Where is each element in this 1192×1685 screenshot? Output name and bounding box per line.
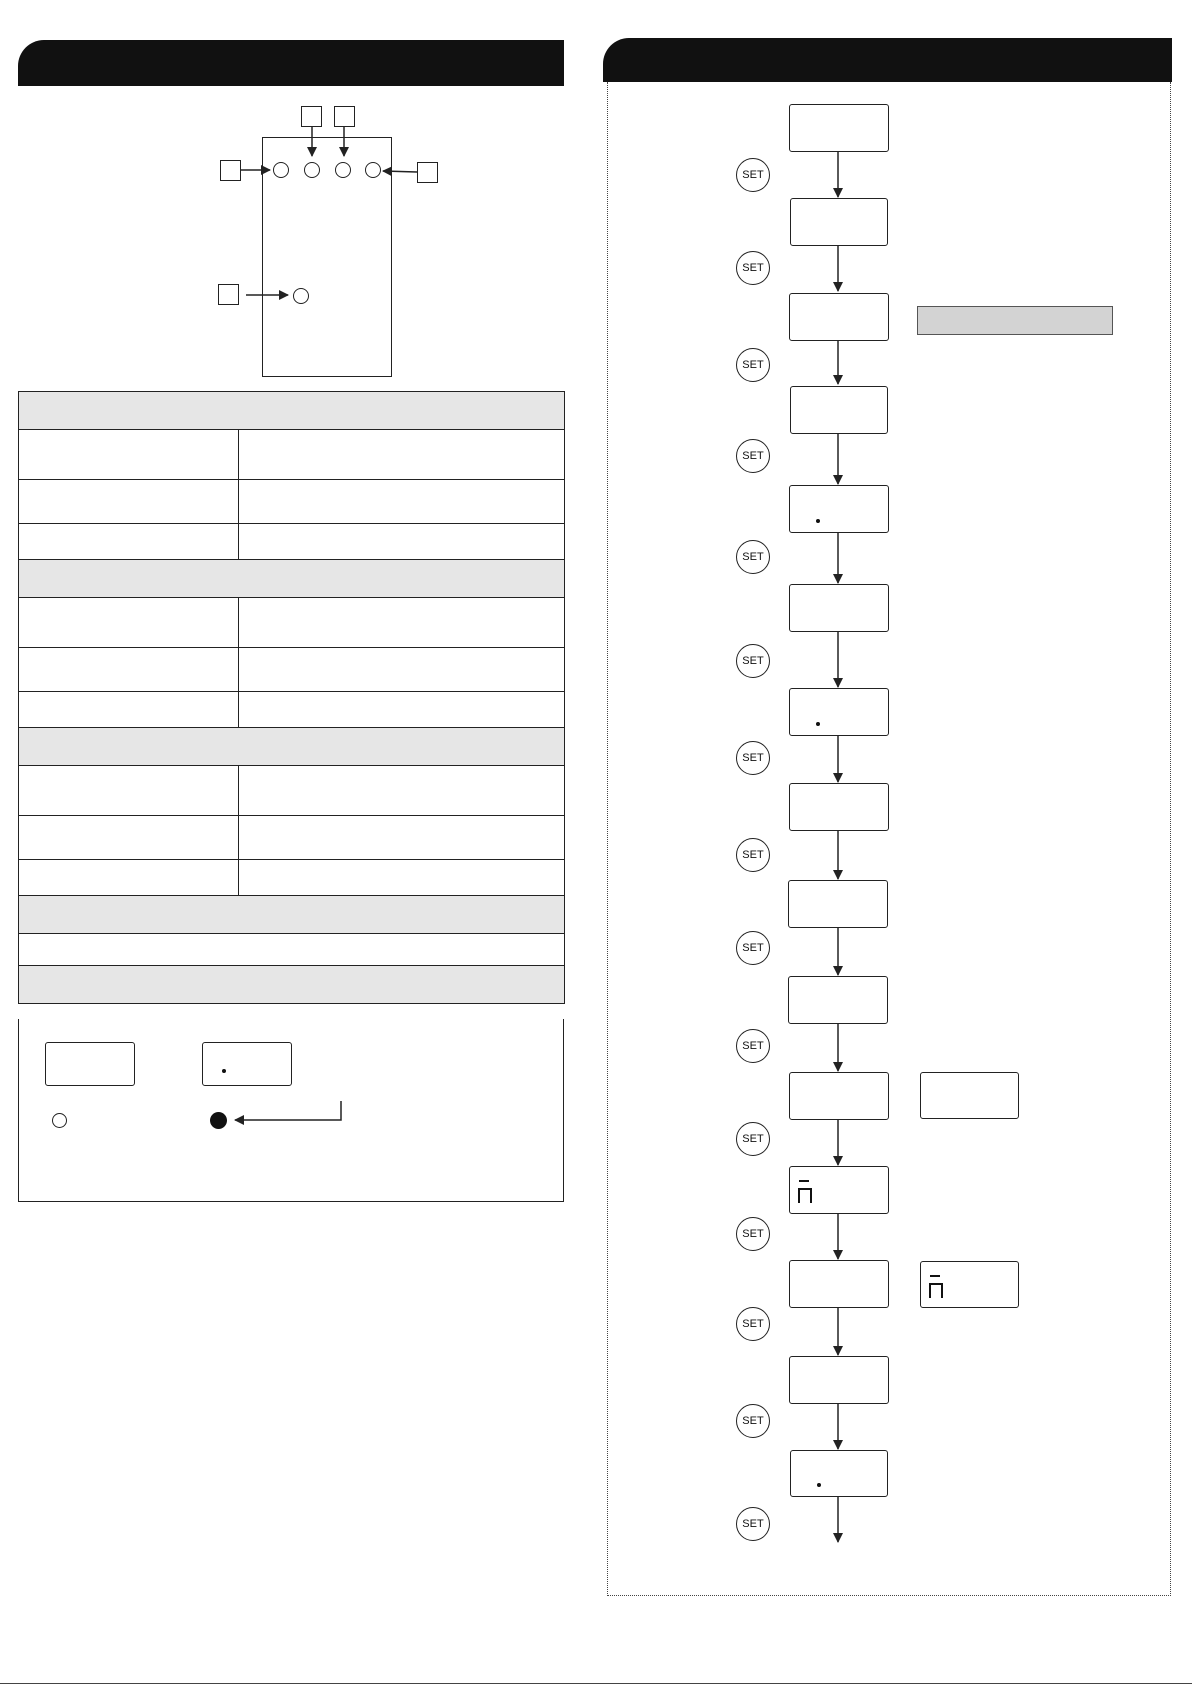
flow-display-9 — [788, 880, 888, 928]
led-off-icon — [52, 1113, 67, 1128]
set-button-1[interactable] — [736, 158, 770, 192]
table-section-header-1 — [19, 392, 565, 430]
table-section-header-3 — [19, 728, 565, 766]
legend-display-with-dot — [202, 1042, 292, 1086]
set-button-9[interactable] — [736, 931, 770, 965]
segment-n-glyph-icon — [797, 1179, 813, 1205]
flow-display-10 — [788, 976, 888, 1024]
set-button-label: SET — [742, 849, 764, 861]
indicator-led-3 — [335, 162, 351, 178]
decimal-point-icon — [816, 519, 820, 523]
set-button-label: SET — [742, 450, 764, 462]
set-button-11[interactable] — [736, 1122, 770, 1156]
led-on-icon — [210, 1112, 227, 1129]
set-button-13[interactable] — [736, 1307, 770, 1341]
flow-display-12 — [789, 1166, 889, 1214]
highlight-bar — [917, 306, 1113, 335]
indicator-led-1 — [273, 162, 289, 178]
right-section-header-bar — [603, 38, 1172, 82]
set-button-5[interactable] — [736, 540, 770, 574]
display-legend-panel — [18, 1019, 564, 1202]
set-button-4[interactable] — [736, 439, 770, 473]
flow-display-4 — [790, 386, 888, 434]
set-button-label: SET — [742, 752, 764, 764]
device-front-panel — [262, 137, 392, 377]
table-row — [19, 860, 565, 896]
decimal-point-icon — [222, 1069, 226, 1073]
flow-display-5 — [789, 485, 889, 533]
segment-n-glyph-icon — [928, 1274, 944, 1300]
set-button-label: SET — [742, 1228, 764, 1240]
set-button-2[interactable] — [736, 251, 770, 285]
set-button-label: SET — [742, 1133, 764, 1145]
table-row — [19, 430, 565, 480]
table-section-header-5 — [19, 966, 565, 1004]
indicator-led-5 — [293, 288, 309, 304]
set-button-15[interactable] — [736, 1507, 770, 1541]
table-row — [19, 816, 565, 860]
table-row — [19, 766, 565, 816]
flow-display-7 — [789, 688, 889, 736]
table-section-header-4 — [19, 896, 565, 934]
decimal-point-icon — [817, 1483, 821, 1487]
set-button-label: SET — [742, 655, 764, 667]
set-button-label: SET — [742, 551, 764, 563]
flow-display-8 — [789, 783, 889, 831]
set-button-8[interactable] — [736, 838, 770, 872]
table-row — [19, 524, 565, 560]
table-row — [19, 598, 565, 648]
set-button-label: SET — [742, 1518, 764, 1530]
table-section-header-2 — [19, 560, 565, 598]
flow-display-1 — [789, 104, 889, 152]
set-button-label: SET — [742, 1318, 764, 1330]
page-bottom-rule — [0, 1683, 1192, 1684]
callout-box-left — [220, 160, 241, 181]
set-button-label: SET — [742, 942, 764, 954]
flow-display-6 — [789, 584, 889, 632]
set-button-label: SET — [742, 1040, 764, 1052]
set-button-label: SET — [742, 262, 764, 274]
table-row — [19, 934, 565, 966]
flow-display-3 — [789, 293, 889, 341]
set-button-3[interactable] — [736, 348, 770, 382]
set-button-10[interactable] — [736, 1029, 770, 1063]
set-button-label: SET — [742, 1415, 764, 1427]
table-row — [19, 692, 565, 728]
indicator-led-4 — [365, 162, 381, 178]
set-button-6[interactable] — [736, 644, 770, 678]
callout-box-top-right — [334, 106, 355, 127]
side-display-2 — [920, 1261, 1019, 1308]
callout-box-top-left — [301, 106, 322, 127]
flow-display-13 — [789, 1260, 889, 1308]
callout-box-right — [417, 162, 438, 183]
table-row — [19, 648, 565, 692]
flow-display-11 — [789, 1072, 889, 1120]
indicator-led-2 — [304, 162, 320, 178]
set-button-label: SET — [742, 359, 764, 371]
flow-display-14 — [789, 1356, 889, 1404]
left-section-header-bar — [18, 40, 564, 86]
flow-display-2 — [790, 198, 888, 246]
table-row — [19, 480, 565, 524]
decimal-point-icon — [816, 722, 820, 726]
set-button-14[interactable] — [736, 1404, 770, 1438]
side-display-1 — [920, 1072, 1019, 1119]
callout-box-bottom — [218, 284, 239, 305]
flow-display-15 — [790, 1450, 888, 1497]
set-button-label: SET — [742, 169, 764, 181]
legend-display-plain — [45, 1042, 135, 1086]
specification-table — [18, 391, 565, 1004]
set-button-7[interactable] — [736, 741, 770, 775]
set-button-12[interactable] — [736, 1217, 770, 1251]
